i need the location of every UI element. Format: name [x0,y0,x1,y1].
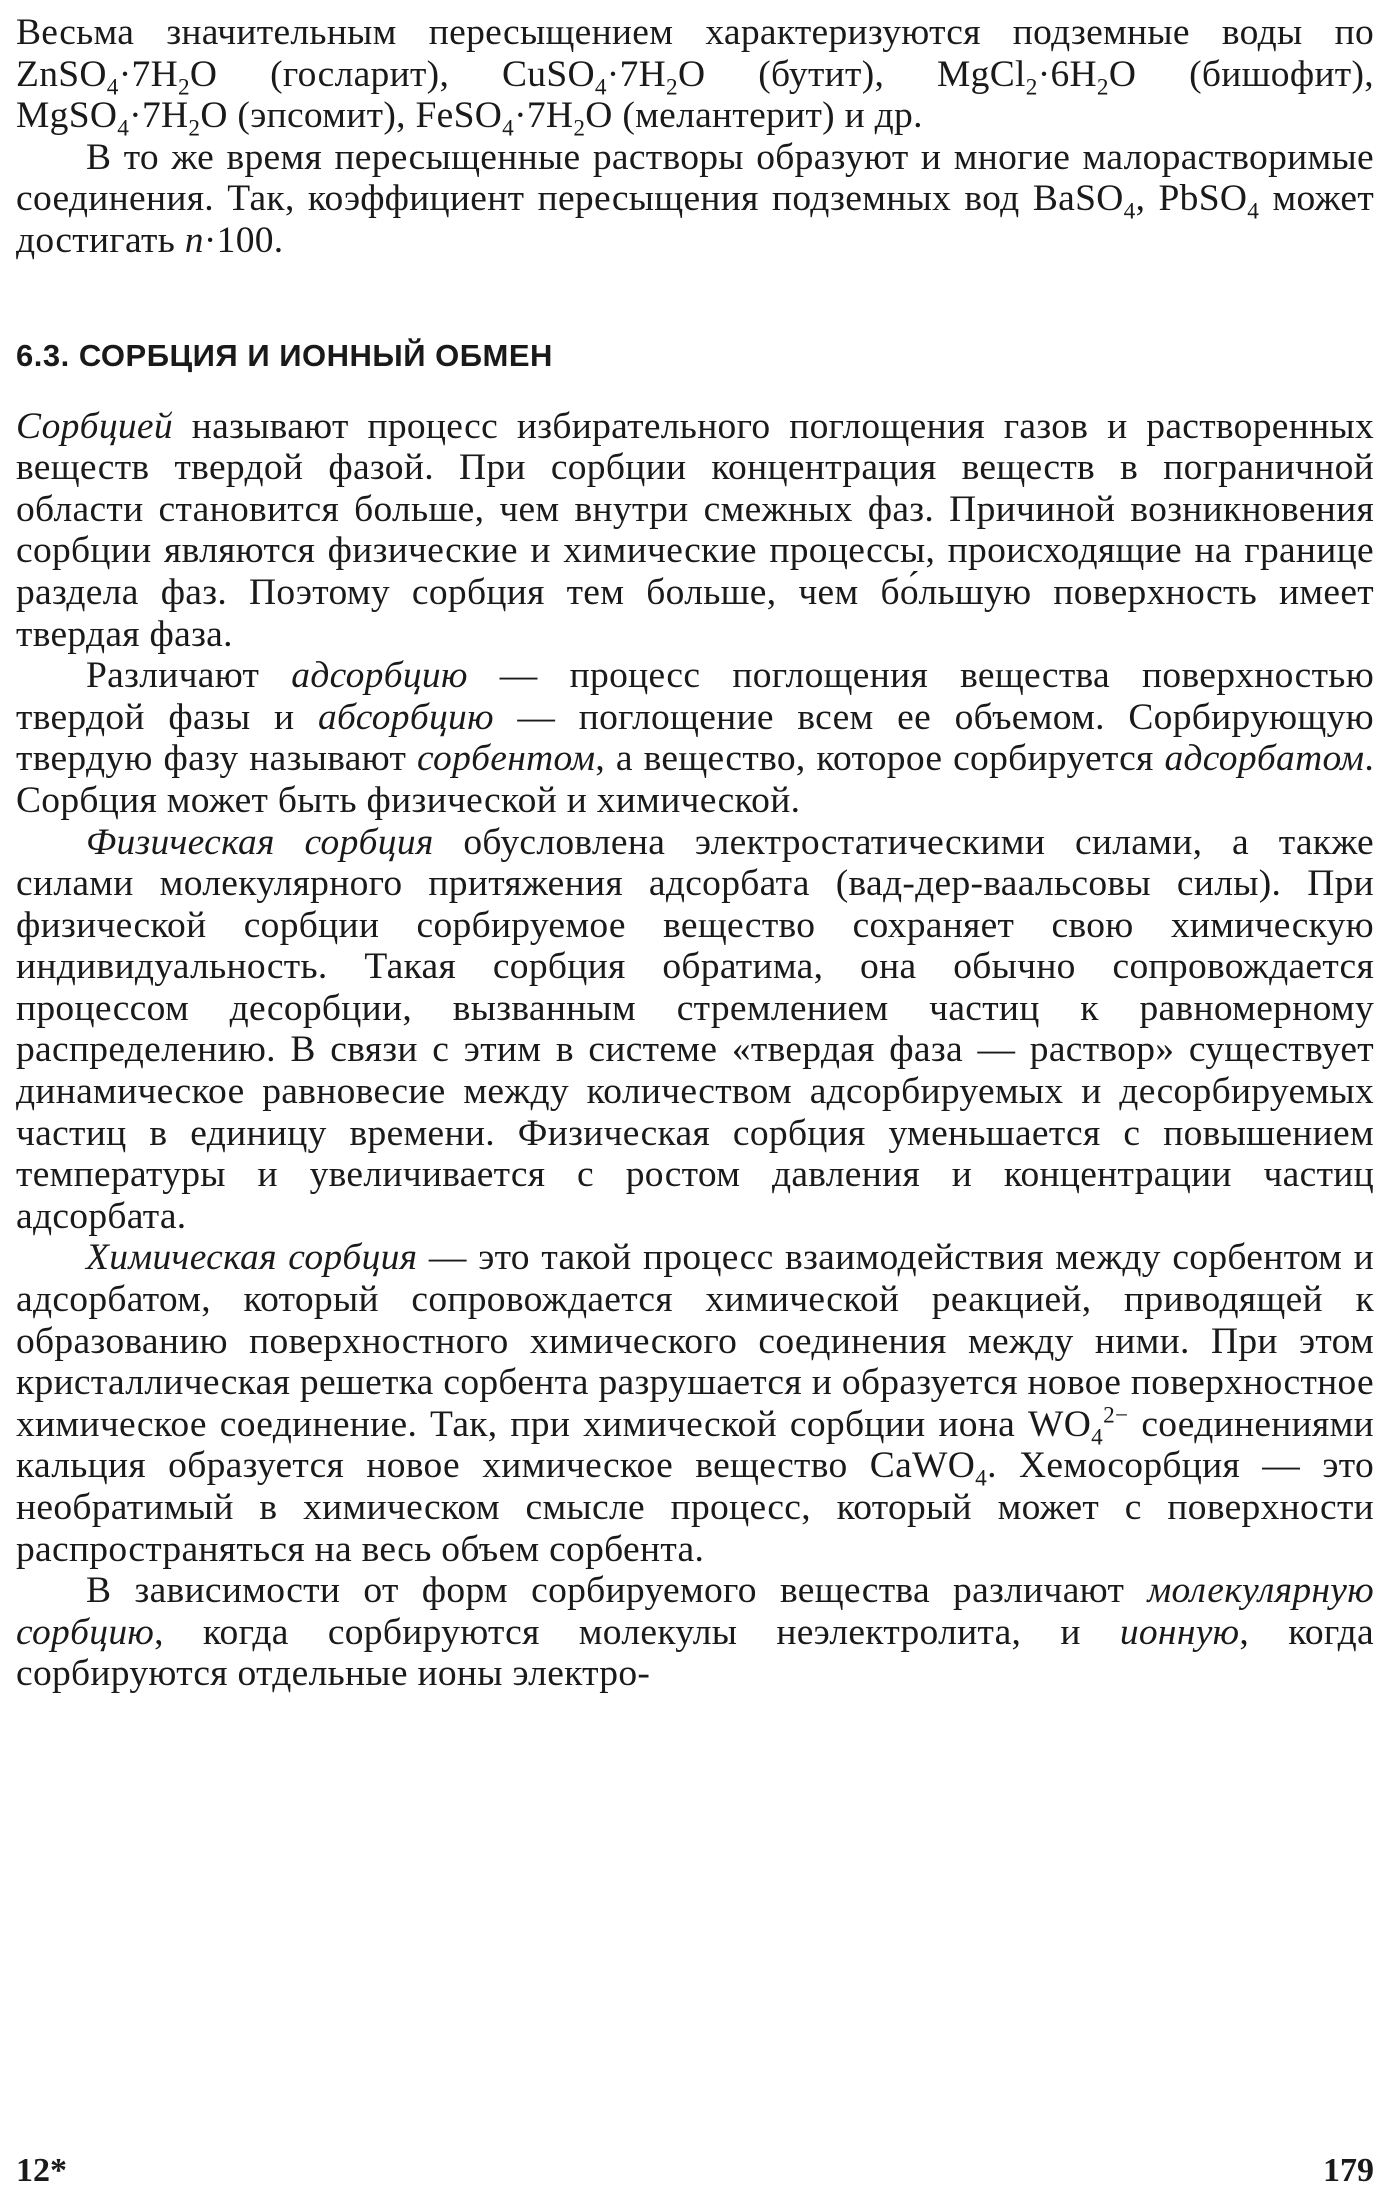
text-fragment: — это такой процесс взаимодействия между сорбентом и адсорбатом, который сопровождается химической реакцией, приводящей к образованию поверхностного химического соединения между ними. При этом кристаллическая решетка сорбента разрушается и образуется новое поверхностное химическое соединение. Так, при химической сорбции иона [16,1237,1375,1445]
term-ionic: ионную [1119,1611,1240,1653]
mineral-name: (эпсомит) [237,95,397,137]
term-adsorption: адсорбцию [291,655,468,697]
text-fragment: , когда сорбируются отдельные ионы электро- [16,1611,1375,1695]
text-fragment: и др. [834,95,923,137]
mineral-name: (мелантерит) [622,95,835,137]
mineral-name: (госларит) [270,53,440,95]
text-fragment: , а вещество, которое сорбируется [595,738,1165,780]
text-fragment: . Сорбция может быть физической и химической. [16,738,1374,821]
text-fragment: Весьма значительным пересыщением характеризуются подземные воды по [16,12,1374,53]
paragraph-adsorption-absorption [16,655,1374,821]
mineral-formula: $MgSO_4\cdot 7H_2O$ [16,95,228,142]
text-fragment: В зависимости от форм сорбируемого вещества различают [86,1570,1148,1612]
page-number: 179 [1323,2152,1374,2189]
text-fragment: Различают [86,655,292,697]
mineral-name: (бутит) [758,53,875,95]
paragraph-supersaturated-minerals: Весьма значительным пересыщением характеризуются подземные воды по $ZnSO_4\cdot 7H_2O$ (госларит), $CuSO_4\cdot 7H_2O$ (бутит), $MgCl_2\cdot 6H_2O$ (бишофит), $MgSO_4\cdot 7H_2O$ (эпсомит), $FeSO_4\cdot 7H_2O$ (мелантерит) и др. [16,12,1374,142]
text-fragment: обусловлена электростатическими силами, а также силами молекулярного притяжения адсорбата (вад-дер-ваальсовы силы). При физической сорбции сорбируемое вещество сохраняет свою химическую индивидуальность. Такая сорбция обратима, она обычно сопровождается процессом десорбции, вызванным стремлением частиц к равномерному распределению. В связи с этим в системе «твердая фаза — раствор» существует динамическое равновесие между количеством адсорбируемых и десорбируемых частиц в единицу времени. Физическая сорбция уменьшается с повышением температуры и увеличивается с ростом давления и концентрации частиц адсорбата. [16,821,1374,1237]
page-footer [16,2152,1374,2190]
section-heading: 6.3. СОРБЦИЯ И ИОННЫЙ ОБМЕН [16,337,553,373]
tungstate-ion: $WO_4^{2-}$ [1028,1402,1129,1451]
mineral-formula: $ZnSO_4\cdot 7H_2O$ [16,53,218,101]
text-fragment: — процесс поглощения вещества поверхностью твердой фазы и [16,655,1375,738]
text-fragment: — поглощение всем ее объемом. Сорбирующую твердую фазу называют [16,696,1374,780]
term-molecular-sorption: молекулярную сорбцию [16,1570,1374,1653]
term-sorbent: сорбентом [417,738,596,780]
paragraph-molecular-ionic [16,1570,1374,1695]
signature-mark: 12* [16,2152,67,2189]
mineral-formula: $CuSO_4\cdot 7H_2O$ [501,53,706,101]
text-fragment: называют процесс избирательного поглощения газов и растворенных веществ твердой фазой. При сорбции концентрация веществ в пограничной области становится больше, чем внутри смежных фаз. Причиной возникновения сорбции являются физические и химические процессы, происходящие на границе раздела фаз. Поэтому сорбция тем больше, чем бо́льшую поверхность имеет твердая фаза. [16,405,1374,655]
paragraph-physical-sorption [16,822,1374,1238]
term-adsorbate: адсорбатом [1164,738,1365,780]
mineral-formula: $FeSO_4\cdot 7H_2O$ [415,95,613,142]
paragraph-chemical-sorption: Химическая сорбция — это такой процесс взаимодействия между сорбентом и адсорбатом, который сопровождается химической реакцией, приводящей к образованию поверхностного химического соединения между ними. При этом кристаллическая решетка сорбента разрушается и образуется новое поверхностное химическое соединение. Так, при химической сорбции иона $WO_4^{2-}$ соединениями кальция образуется новое химическое вещество CaWO$_4$. Хемосорбция — это необратимый в химическом смысле процесс, который может с поверхности распространяться на весь объем сорбента. [16,1237,1375,1570]
term-chemical-sorption: Химическая сорбция [86,1237,418,1279]
term-physical-sorption: Физическая сорбция [86,821,434,863]
text-fragment: , когда сорбируются молекулы неэлектролита, и [154,1611,1120,1653]
mineral-name: (бишофит) [1189,53,1365,95]
paragraph-sorption-definition [16,406,1374,656]
term-absorption: абсорбцию [318,696,494,738]
term-sorption: Сорбцией [16,405,173,447]
paragraph-barium-lead: В то же время пересыщенные растворы образуют и многие малорастворимые соединения. Так, коэффициент пересыщения подземных вод BaSO$_4$, PbSO$_4$ может достигать n·100. [16,136,1375,261]
mineral-formula: $MgCl_2\cdot 6H_2O$ [937,53,1137,101]
